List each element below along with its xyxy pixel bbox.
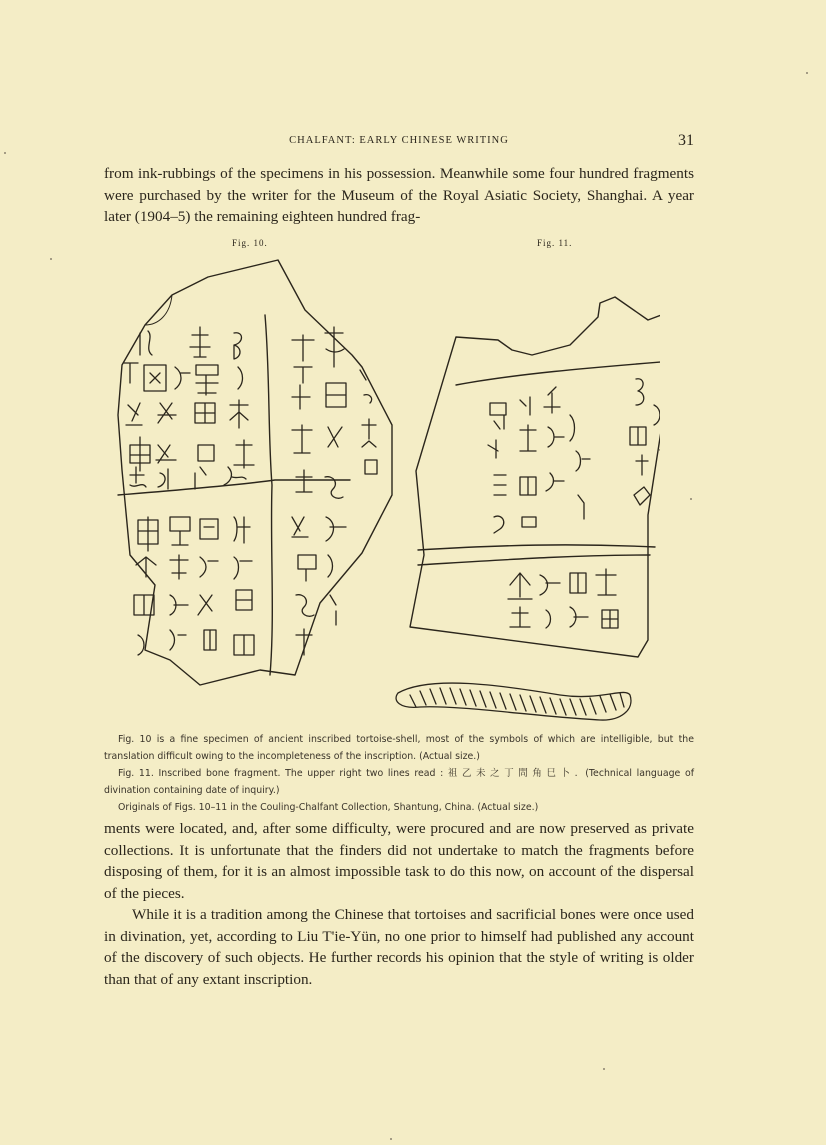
figure-illustrations [100,255,660,730]
fig11-bone-side-view [396,683,631,720]
figure-caption [104,731,694,816]
running-head [104,132,694,152]
paper-speck [390,1138,392,1140]
caption-fig11-suffix: (Technical language of divination containing date of inquiry.) [104,768,695,796]
paper-speck [4,152,6,154]
paragraph-text: While it is a tradition among the Chinese that tortoises and sacrificial bones were once used in divination, yet, according to Liu T'ie-Yün, no one prior to himself had published any account of the discovery of such objects. He further records his opinion that the style of writing is older than that of any extant inscription. [104,906,694,988]
paper-speck [603,1068,605,1070]
paragraph-top [104,163,694,228]
fig10-label: Fig. 10. [232,238,268,248]
paper-speck [690,498,692,500]
fig11-label: Fig. 11. [537,238,573,248]
paper-speck [806,72,808,74]
caption-originals: Originals of Figs. 10–11 in the Couling-Chalfant Collection, Shantung, China. (Actual size.) [118,802,539,813]
caption-fig10: Fig. 10 is a fine specimen of ancient inscribed tortoise-shell, most of the symbols of which are intelligible, but the translation difficult owing to the incompleteness of the inscription. (Actual size.) [104,734,694,762]
caption-fig11-chinese-chars: 祖乙未之丁問角巳卜. [447,768,581,779]
paragraph-text: ments were located, and, after some difficulty, were procured and are now preserved as private collections. It is unfortunate that the finders did not undertake to match the fragments before disposing of them, for it is an almost impossible task to do this now, on account of the dispersal of the pieces. [104,820,694,902]
fig11-bone-fragment-drawing [410,297,660,657]
paragraphs-bottom [104,818,694,990]
caption-fig11-prefix: Fig. 11. Inscribed bone fragment. The upper right two lines read : [118,768,444,779]
caption-fig11 [104,765,694,799]
fig10-tortoise-shell-drawing [118,260,392,685]
running-head-title: CHALFANT: EARLY CHINESE WRITING [289,135,509,146]
paragraph-text: from ink-rubbings of the specimens in his possession. Meanwhile some four hundred fragments were purchased by the writer for the Museum of the Royal Asiatic Society, Shanghai. A year later (1904–5) the remaining eighteen hundred frag- [104,165,694,225]
paper-speck [50,258,52,260]
page-number: 31 [678,132,694,149]
